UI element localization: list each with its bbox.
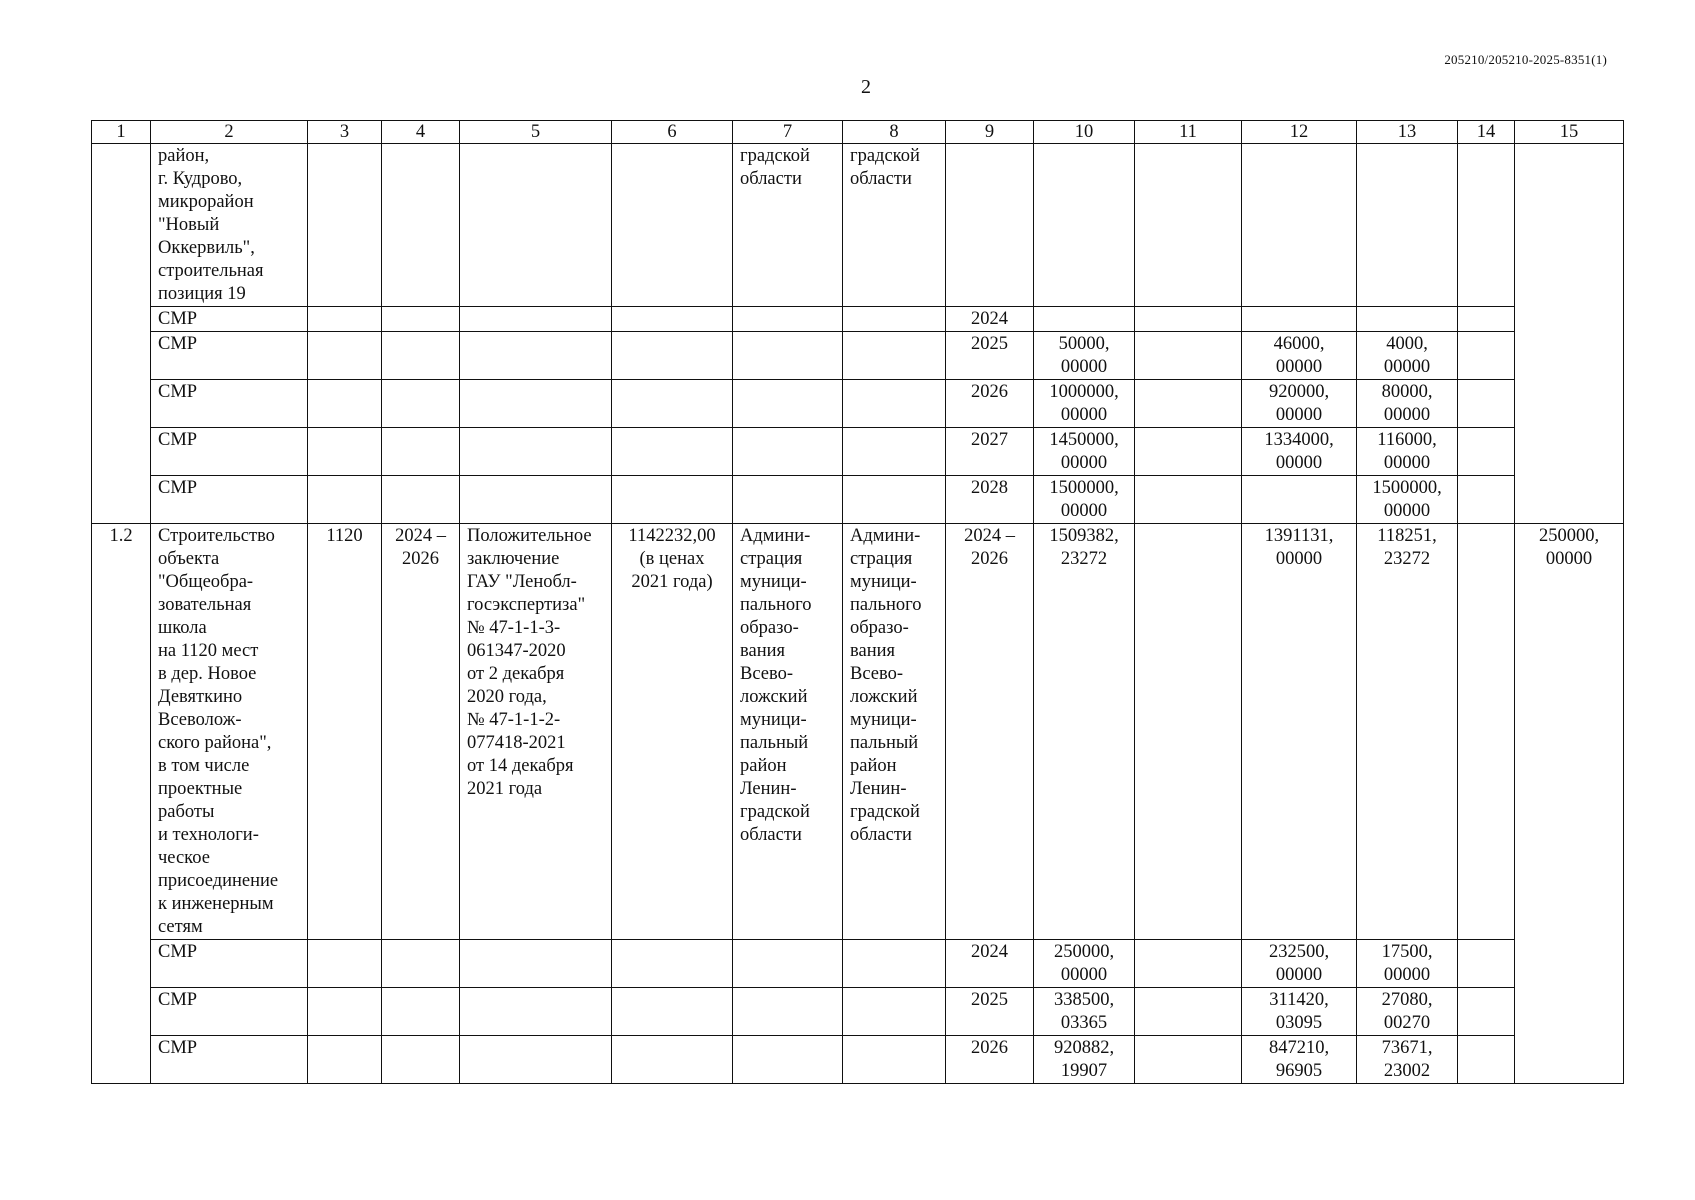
empty-cell — [733, 940, 843, 988]
empty-cell — [382, 144, 460, 307]
table-body — [92, 121, 1624, 1084]
total-amount-cell: 1509382, 23272 — [1034, 524, 1135, 940]
empty-cell — [460, 940, 612, 988]
empty-cell — [733, 988, 843, 1036]
empty-cell — [1458, 332, 1515, 380]
empty-cell — [733, 428, 843, 476]
regional-budget-cell: 46000, 00000 — [1242, 332, 1357, 380]
total-amount-cell: 250000, 00000 — [1034, 940, 1135, 988]
total-amount-cell — [1034, 307, 1135, 332]
expertise-cell: Положительное заключение ГАУ "Ленобл- госэкспертиза" № 47-1-1-3- 061347-2020 от 2 декабря 2020 года, № 47-1-1-2- 077418-2021 от 14 декабря 2021 года — [460, 524, 612, 940]
empty-cell — [460, 144, 612, 307]
empty-cell — [612, 332, 733, 380]
total-amount-cell: 1000000, 00000 — [1034, 380, 1135, 428]
empty-cell — [1135, 1036, 1242, 1084]
empty-cell — [1135, 988, 1242, 1036]
year-cell: 2028 — [946, 476, 1034, 524]
empty-cell — [308, 476, 382, 524]
continuation-row — [92, 144, 1624, 307]
smr-label-cell: СМР — [151, 307, 308, 332]
local-budget-cell: 27080, 00270 — [1357, 988, 1458, 1036]
column-number: 5 — [460, 121, 612, 144]
document-id: 205210/205210-2025-8351(1) — [1444, 52, 1607, 67]
item-1-2-row — [92, 524, 1624, 940]
empty-cell — [460, 380, 612, 428]
empty-cell — [612, 940, 733, 988]
empty-cell — [308, 332, 382, 380]
smr-row — [92, 940, 1624, 988]
capacity-cell: 1120 — [308, 524, 382, 940]
year-cell: 2027 — [946, 428, 1034, 476]
local-budget-cell: 73671, 23002 — [1357, 1036, 1458, 1084]
item-number-cell — [92, 144, 151, 524]
empty-cell — [612, 476, 733, 524]
empty-cell — [612, 380, 733, 428]
smr-row — [92, 307, 1624, 332]
smr-row — [92, 476, 1624, 524]
customer-cell: Админи- страция муници- пального образо- вания Всево- ложский муници- пальный район Ленин- градской области — [733, 524, 843, 940]
regional-budget-cell: 311420, 03095 — [1242, 988, 1357, 1036]
empty-cell — [612, 307, 733, 332]
empty-cell — [460, 307, 612, 332]
regional-budget-cell: 847210, 96905 — [1242, 1036, 1357, 1084]
year-cell: 2025 — [946, 332, 1034, 380]
regional-budget-cell: 920000, 00000 — [1242, 380, 1357, 428]
column-number: 13 — [1357, 121, 1458, 144]
column-number: 15 — [1515, 121, 1624, 144]
regional-budget-cell: 1391131, 00000 — [1242, 524, 1357, 940]
empty-cell — [460, 988, 612, 1036]
empty-cell — [382, 380, 460, 428]
column-number: 1 — [92, 121, 151, 144]
column-number: 7 — [733, 121, 843, 144]
developer-cell: градской области — [843, 144, 946, 307]
column-number: 8 — [843, 121, 946, 144]
total-amount-cell: 920882, 19907 — [1034, 1036, 1135, 1084]
empty-cell — [1135, 940, 1242, 988]
empty-cell — [1458, 524, 1515, 940]
empty-cell — [1135, 476, 1242, 524]
year-cell: 2026 — [946, 1036, 1034, 1084]
empty-cell — [1357, 144, 1458, 307]
column-number: 10 — [1034, 121, 1135, 144]
regional-budget-cell — [1242, 307, 1357, 332]
years-cell: 2024 – 2026 — [946, 524, 1034, 940]
smr-label-cell: СМР — [151, 988, 308, 1036]
empty-cell — [382, 476, 460, 524]
empty-cell — [1135, 524, 1242, 940]
object-name-cell: Строительство объекта "Общеобра- зовательная школа на 1120 мест в дер. Новое Девяткино Всеволож- ского района", в том числе проектные работы и технологи- ческое присоединение к инженерным сетям — [151, 524, 308, 940]
empty-cell — [382, 940, 460, 988]
empty-cell — [382, 307, 460, 332]
object-name-cell: район, г. Кудрово, микрорайон "Новый Оккервиль", строительная позиция 19 — [151, 144, 308, 307]
smr-label-cell: СМР — [151, 476, 308, 524]
empty-cell — [460, 476, 612, 524]
period-cell: 2024 – 2026 — [382, 524, 460, 940]
local-budget-cell: 80000, 00000 — [1357, 380, 1458, 428]
local-budget-cell: 1500000, 00000 — [1357, 476, 1458, 524]
regional-budget-cell: 1334000, 00000 — [1242, 428, 1357, 476]
empty-cell — [460, 428, 612, 476]
column-15-cell — [1515, 144, 1624, 524]
column-number: 4 — [382, 121, 460, 144]
smr-label-cell: СМР — [151, 1036, 308, 1084]
empty-cell — [612, 428, 733, 476]
appendix-table — [91, 120, 1624, 1084]
local-budget-cell: 4000, 00000 — [1357, 332, 1458, 380]
empty-cell — [612, 144, 733, 307]
empty-cell — [733, 332, 843, 380]
smr-row — [92, 1036, 1624, 1084]
local-budget-cell: 118251, 23272 — [1357, 524, 1458, 940]
empty-cell — [843, 307, 946, 332]
smr-label-cell: СМР — [151, 380, 308, 428]
empty-cell — [1135, 307, 1242, 332]
column-number: 6 — [612, 121, 733, 144]
total-amount-cell: 338500, 03365 — [1034, 988, 1135, 1036]
empty-cell — [1034, 144, 1135, 307]
empty-cell — [308, 144, 382, 307]
column-number: 12 — [1242, 121, 1357, 144]
empty-cell — [382, 988, 460, 1036]
empty-cell — [1458, 428, 1515, 476]
local-budget-cell: 17500, 00000 — [1357, 940, 1458, 988]
empty-cell — [1458, 1036, 1515, 1084]
column-number: 14 — [1458, 121, 1515, 144]
smr-label-cell: СМР — [151, 428, 308, 476]
estimated-cost-cell: 1142232,00 (в ценах 2021 года) — [612, 524, 733, 940]
empty-cell — [733, 1036, 843, 1084]
empty-cell — [1242, 144, 1357, 307]
page-number: 2 — [861, 76, 871, 98]
regional-budget-cell — [1242, 476, 1357, 524]
item-number-cell: 1.2 — [92, 524, 151, 1084]
empty-cell — [460, 1036, 612, 1084]
total-amount-cell: 50000, 00000 — [1034, 332, 1135, 380]
column-number: 3 — [308, 121, 382, 144]
smr-label-cell: СМР — [151, 940, 308, 988]
regional-budget-cell: 232500, 00000 — [1242, 940, 1357, 988]
year-cell: 2026 — [946, 380, 1034, 428]
smr-row — [92, 428, 1624, 476]
empty-cell — [308, 307, 382, 332]
total-amount-cell: 1450000, 00000 — [1034, 428, 1135, 476]
column-number: 11 — [1135, 121, 1242, 144]
empty-cell — [843, 1036, 946, 1084]
column-number: 2 — [151, 121, 308, 144]
empty-cell — [843, 380, 946, 428]
empty-cell — [1135, 380, 1242, 428]
empty-cell — [308, 940, 382, 988]
empty-cell — [733, 380, 843, 428]
empty-cell — [733, 307, 843, 332]
column-15-cell: 250000, 00000 — [1515, 524, 1624, 1084]
empty-cell — [1458, 988, 1515, 1036]
empty-cell — [843, 988, 946, 1036]
column-number-row — [92, 121, 1624, 144]
empty-cell — [843, 476, 946, 524]
empty-cell — [382, 332, 460, 380]
empty-cell — [308, 380, 382, 428]
customer-cell: градской области — [733, 144, 843, 307]
empty-cell — [843, 332, 946, 380]
empty-cell — [612, 1036, 733, 1084]
empty-cell — [733, 476, 843, 524]
empty-cell — [1458, 307, 1515, 332]
local-budget-cell: 116000, 00000 — [1357, 428, 1458, 476]
total-amount-cell: 1500000, 00000 — [1034, 476, 1135, 524]
empty-cell — [612, 988, 733, 1036]
year-cell: 2024 — [946, 940, 1034, 988]
column-number: 9 — [946, 121, 1034, 144]
empty-cell — [460, 332, 612, 380]
empty-cell — [1458, 144, 1515, 307]
smr-row — [92, 380, 1624, 428]
empty-cell — [1458, 476, 1515, 524]
empty-cell — [843, 428, 946, 476]
empty-cell — [382, 428, 460, 476]
empty-cell — [308, 988, 382, 1036]
year-cell: 2025 — [946, 988, 1034, 1036]
smr-label-cell: СМР — [151, 332, 308, 380]
empty-cell — [308, 1036, 382, 1084]
local-budget-cell — [1357, 307, 1458, 332]
empty-cell — [382, 1036, 460, 1084]
developer-cell: Админи- страция муници- пального образо- вания Всево- ложский муници- пальный район Ленин- градской области — [843, 524, 946, 940]
empty-cell — [308, 428, 382, 476]
empty-cell — [1135, 144, 1242, 307]
empty-cell — [843, 940, 946, 988]
empty-cell — [1135, 428, 1242, 476]
empty-cell — [1458, 940, 1515, 988]
empty-cell — [1458, 380, 1515, 428]
smr-row — [92, 332, 1624, 380]
empty-cell — [1135, 332, 1242, 380]
year-cell: 2024 — [946, 307, 1034, 332]
smr-row — [92, 988, 1624, 1036]
empty-cell — [946, 144, 1034, 307]
